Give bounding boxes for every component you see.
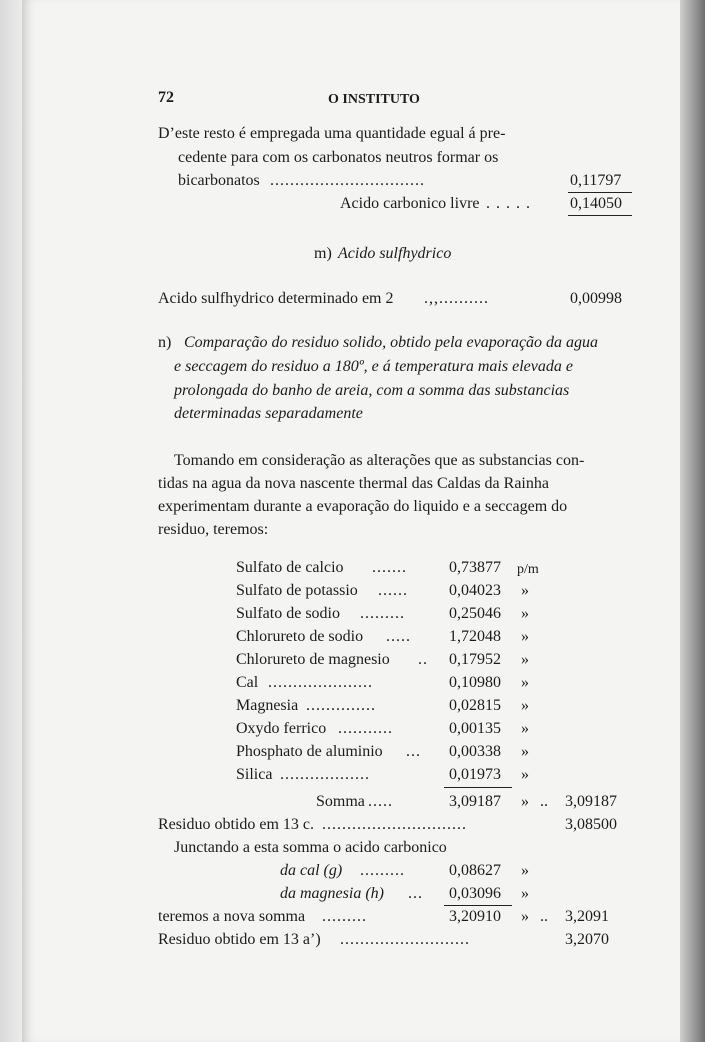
page-gutter — [0, 0, 22, 1042]
ditto-mark: » — [521, 743, 529, 760]
section-heading-line: e seccagem do residuo a 180º, e á temperatura mais elevada e — [174, 358, 573, 375]
table-row-name: Chlorureto de magnesio — [236, 651, 390, 668]
section-heading-line: determinadas separadamente — [174, 405, 363, 422]
section-heading-line: prolongada do banho de areia, com a somma das substancias — [174, 382, 570, 399]
entry-value: 0,00998 — [570, 290, 622, 307]
ditto-mark: » — [521, 674, 529, 691]
ditto-mark: » — [521, 793, 529, 810]
entry-label: bicarbonatos — [178, 172, 260, 189]
text-line: experimentam durante a evaporação do liquido e a seccagem do — [158, 498, 568, 515]
entry-label: Acido sulfhydrico determinado em 2 — [158, 290, 394, 307]
dot-leader: .................. — [280, 766, 370, 783]
text-line: Tomando em consideração as alterações que as substancias con- — [174, 452, 585, 469]
table-row-name: Chlorureto de sodio — [236, 628, 364, 645]
page-edge-shadow — [680, 0, 705, 1042]
table-row-value: 0,73877 — [449, 559, 501, 576]
entry-label: da magnesia (h) — [280, 885, 384, 902]
dot-leader: ............................. — [322, 816, 467, 833]
dot-leader: .. — [540, 908, 548, 925]
entry-label: da cal (g) — [280, 862, 343, 879]
dot-leader: .. — [418, 651, 428, 668]
section-heading-line: Comparação do residuo solido, obtido pela evaporação da agua — [184, 334, 599, 351]
dot-leader: ..................... — [268, 674, 373, 691]
dot-leader: ......... — [322, 908, 367, 925]
dot-leader: .,,.......... — [424, 290, 489, 307]
table-row-value: 0,00135 — [449, 720, 501, 737]
sum-label: Somma — [316, 793, 365, 810]
table-row-name: Sulfato de calcio — [236, 559, 344, 576]
text-line: Junctando a esta somma o acido carbonico — [174, 839, 447, 856]
entry-label: Residuo obtido em 13 a’) — [158, 931, 321, 948]
dot-leader: ............................... — [270, 172, 425, 189]
ditto-mark: » — [521, 766, 529, 783]
sum-total: 3,2091 — [565, 908, 609, 925]
ditto-mark: » — [521, 720, 529, 737]
entry-label: Acido carbonico livre — [340, 195, 480, 212]
text-line: D’este resto é empregada uma quantidade egual á pre- — [158, 125, 506, 142]
table-row-value: 0,02815 — [449, 697, 501, 714]
page-number: 72 — [158, 89, 174, 106]
table-row-name: Magnesia — [236, 697, 299, 714]
dot-leader: ......... — [360, 605, 405, 622]
dot-leader: ..... — [368, 793, 393, 810]
ditto-mark: » — [521, 885, 529, 902]
text-line: residuo, teremos: — [158, 521, 269, 538]
dot-leader: .............. — [306, 697, 376, 714]
section-heading: Acido sulfhydrico — [338, 245, 452, 262]
text-line: cedente para com os carbonatos neutros formar os — [178, 149, 499, 166]
table-row-value: 0,04023 — [449, 582, 501, 599]
ditto-mark: » — [521, 651, 529, 668]
text-line: tidas na agua da nova nascente thermal das Caldas da Rainha — [158, 475, 549, 492]
section-letter: n) — [158, 334, 172, 351]
dot-leader: .......................... — [340, 931, 470, 948]
ditto-mark: » — [521, 697, 529, 714]
running-title: O INSTITUTO — [328, 92, 420, 107]
table-row-name: Sulfato de sodio — [236, 605, 340, 622]
dot-leader: ..... — [386, 628, 411, 645]
sum-value: 3,09187 — [449, 793, 501, 810]
dot-leader: . . . . . — [486, 195, 531, 212]
unit-label: p/m — [517, 562, 539, 577]
ditto-mark: » — [521, 908, 529, 925]
dot-leader: ....... — [372, 559, 407, 576]
entry-value: 3,08500 — [565, 816, 617, 833]
entry-value: 3,2070 — [565, 931, 609, 948]
section-letter: m) — [314, 245, 332, 262]
table-row-name: Sulfato de potassio — [236, 582, 358, 599]
entry-value: 0,14050 — [570, 195, 622, 212]
dot-leader: ... — [406, 743, 421, 760]
dot-leader: ......... — [360, 862, 405, 879]
sum-rule — [444, 787, 512, 788]
entry-label: Residuo obtido em 13 c. — [158, 816, 314, 833]
table-row-name: Silica — [236, 766, 273, 783]
ditto-mark: » — [521, 862, 529, 879]
entry-value: 0,03096 — [449, 885, 501, 902]
table-row-value: 0,25046 — [449, 605, 501, 622]
dot-leader: .. — [540, 793, 548, 810]
table-row-value: 0,10980 — [449, 674, 501, 691]
sum-rule — [568, 192, 632, 193]
dot-leader: ........... — [338, 720, 393, 737]
dot-leader: ...... — [378, 582, 408, 599]
sum-total: 3,09187 — [565, 793, 617, 810]
entry-value: 0,08627 — [449, 862, 501, 879]
table-row-value: 1,72048 — [449, 628, 501, 645]
ditto-mark: » — [521, 628, 529, 645]
ditto-mark: » — [521, 582, 529, 599]
table-row-name: Phosphato de aluminio — [236, 743, 383, 760]
dot-leader: ... — [408, 885, 423, 902]
table-row-value: 0,00338 — [449, 743, 501, 760]
table-row-name: Cal — [236, 674, 259, 691]
sum-rule — [568, 215, 632, 216]
sum-rule — [444, 905, 512, 906]
sum-value: 3,20910 — [449, 908, 501, 925]
entry-value: 0,11797 — [570, 172, 622, 189]
table-row-name: Oxydo ferrico — [236, 720, 327, 737]
entry-label: teremos a nova somma — [158, 908, 306, 925]
ditto-mark: » — [521, 605, 529, 622]
table-row-value: 0,17952 — [449, 651, 501, 668]
table-row-value: 0,01973 — [449, 766, 501, 783]
